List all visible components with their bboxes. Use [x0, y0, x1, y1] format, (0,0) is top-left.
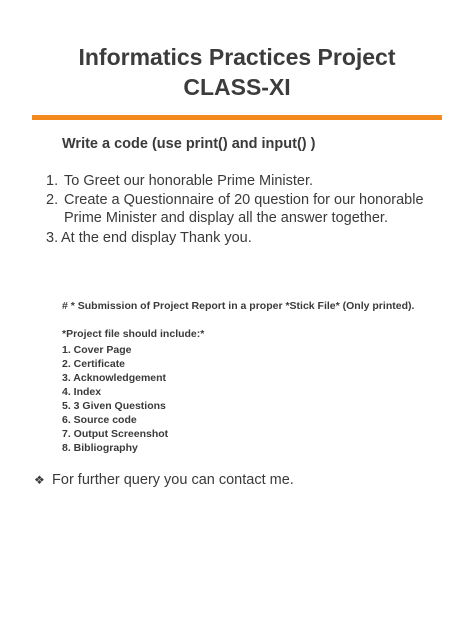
class-title: CLASS-XI [183, 74, 291, 100]
include-item: 7. Output Screenshot [62, 428, 169, 440]
footer-text: For further query you can contact me. [52, 472, 294, 488]
include-item: 3. Acknowledgement [62, 372, 167, 384]
task-number: 1. [46, 173, 59, 189]
orange-divider [32, 115, 442, 120]
include-item: 4. Index [62, 386, 102, 398]
include-item: 2. Certificate [62, 358, 126, 370]
task-text: To Greet our honorable Prime Minister. [64, 173, 314, 189]
task-text: At the end display Thank you. [61, 230, 252, 246]
task-number: 2. [46, 192, 59, 208]
task-number: 3. [46, 230, 59, 246]
submission-note: # * Submission of Project Report in a proper *Stick File* (Only printed). [62, 300, 415, 312]
footer-contact [34, 472, 294, 488]
task-item-2-continued: Prime Minister and display all the answer together. [64, 210, 388, 226]
include-item: 1. Cover Page [62, 344, 132, 356]
include-item: 8. Bibliography [62, 442, 138, 454]
task-text: Create a Questionnaire of 20 question for our honorable [64, 192, 424, 208]
diamond-bullet-icon: ❖ [34, 473, 45, 487]
page-title: Informatics Practices Project [78, 44, 396, 70]
include-heading: *Project file should include:* [62, 328, 205, 340]
instruction-heading: Write a code (use print() and input() ) [62, 136, 316, 152]
include-item: 6. Source code [62, 414, 137, 426]
include-item: 5. 3 Given Questions [62, 400, 166, 412]
